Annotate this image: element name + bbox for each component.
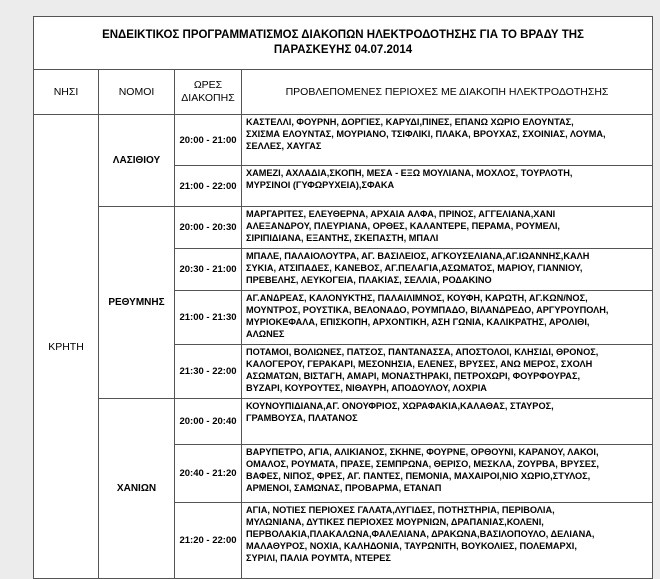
header-hours-line-1: ΩΡΕΣ [193,79,223,91]
header-island: ΝΗΣΙ [34,70,99,115]
areas-cell: ΠΟΤΑΜΟΙ, ΒΟΛΙΩΝΕΣ, ΠΑΤΣΟΣ, ΠΑΝΤΑΝΑΣΣΑ, ΑΠΟΣΤΟΛΟΙ, ΚΛΗΣΙΔΙ, ΘΡΟΝΟΣ, ΚΑΛΟΓΕΡΟΥ, ΓΕΡΑΚΑΡΙ, ΜΕΣΟΝΗΣΙΑ, ΕΛΕΝΕΣ, ΒΡΥΣΕΣ, ΑΝΩ ΜΕΡΟΣ, ΣΧΟΛΗ ΑΣΩΜΑΤΩΝ, ΒΙΣΤΑΓΗ, ΑΜΑΡΙ, ΜΟΝΑΣΤΗΡΑΚΙ, ΠΕΤΡΟΧΩΡΙ, ΦΟΥΡΦΟΥΡΑΣ, ΒΥΖΑΡΙ, ΚΟΥΡΟΥΤΕΣ, ΝΙΘΑΥΡΗ, ΑΠΟΔΟΥΛΟΥ, ΛΟΧΡΙΑ [242,345,653,399]
time-slot: 20:30 - 21:00 [175,249,242,291]
time-slot: 20:00 - 20:40 [175,399,242,445]
document-title [34,17,653,70]
time-slot: 20:00 - 21:00 [175,115,242,166]
time-slot: 21:30 - 22:00 [175,345,242,399]
time-slot: 20:40 - 21:20 [175,445,242,503]
time-slot: 20:00 - 20:30 [175,207,242,249]
outage-schedule-table [33,16,653,579]
areas-cell: ΚΑΣΤΕΛΛΙ, ΦΟΥΡΝΗ, ΔΟΡΓΙΕΣ, ΚΑΡΥΔΙ,ΠΙΝΕΣ, ΕΠΑΝΩ ΧΩΡΙΟ ΕΛΟΥΝΤΑΣ, ΣΧΙΣΜΑ ΕΛΟΥΝΤΑΣ, ΜΟΥΡΙΑΝΟ, ΤΣΙΦΛΙΚΙ, ΠΛΑΚΑ, ΒΡΟΥΧΑΣ, ΣΧΟΙΝΙΑΣ, ΛΟΥΜΑ, ΣΕΛΛΕΣ, ΧΑΥΓΑΣ [242,115,653,166]
header-hours [175,70,242,115]
header-row [34,70,653,115]
prefecture-lasithi: ΛΑΣΙΘΙΟΥ [99,115,175,207]
areas-cell: ΑΓΙΑ, ΝΟΤΙΕΣ ΠΕΡΙΟΧΕΣ ΓΑΛΑΤΑ,ΛΥΓΙΔΕΣ, ΠΟΤΗΣΤΗΡΙΑ, ΠΕΡΙΒΟΛΙΑ, ΜΥΛΩΝΙΑΝΑ, ΔΥΤΙΚΕΣ ΠΕΡΙΟΧΕΣ ΜΟΥΡΝΙΩΝ, ΔΡΑΠΑΝΙΑΣ,ΚΟΛΕΝΙ, ΠΕΡΒΟΛΑΚΙΑ,ΠΛΑΚΑΛΩΝΑ,ΦΑΛΕΛΙΑΝΑ, ΔΡΑΚΩΝΑ,ΒΑΣΙΛΟΠΟΥΛΟ, ΔΕΛΙΑΝΑ, ΜΑΛΑΘΥΡΟΣ, ΝΟΧΙΑ, ΚΑΛΗΔΟΝΙΑ, ΤΑΥΡΩΝΙΤΗ, ΒΟΥΚΟΛΙΕΣ, ΠΟΛΕΜΑΡΧΙ, ΣΥΡΙΛΙ, ΠΑΛΙΑ ΡΟΥΜΤΑ, ΝΤΕΡΕΣ [242,503,653,579]
header-hours-line-2: ΔΙΑΚΟΠΗΣ [181,92,235,104]
time-slot: 21:00 - 21:30 [175,291,242,345]
title-line-2: ΠΑΡΑΣΚΕΥΗΣ 04.07.2014 [273,44,413,56]
time-slot: 21:00 - 22:00 [175,166,242,207]
areas-cell: ΚΟΥΝΟΥΠΙΔΙΑΝΑ,ΑΓ. ΟΝΟΥΦΡΙΟΣ, ΧΩΡΑΦΑΚΙΑ,ΚΑΛΑΘΑΣ, ΣΤΑΥΡΟΣ, ΓΡΑΜΒΟΥΣΑ, ΠΛΑΤΑΝΟΣ [242,399,653,445]
header-areas: ΠΡΟΒΛΕΠΟΜΕΝΕΣ ΠΕΡΙΟΧΕΣ ΜΕ ΔΙΑΚΟΠΗ ΗΛΕΚΤΡΟΔΟΤΗΣΗΣ [242,70,653,115]
table-row [34,115,653,166]
header-prefecture: ΝΟΜΟΙ [99,70,175,115]
title-line-1: ΕΝΔΕΙΚΤΙΚΟΣ ΠΡΟΓΡΑΜΜΑΤΙΣΜΟΣ ΔΙΑΚΟΠΩΝ ΗΛΕΚΤΡΟΔΟΤΗΣΗΣ ΓΙΑ ΤΟ ΒΡΑΔΥ ΤΗΣ [102,29,584,41]
island-cell: ΚΡΗΤΗ [34,115,99,579]
title-row [34,17,653,70]
areas-cell: ΒΑΡΥΠΕΤΡΟ, ΑΓΙΑ, ΑΛΙΚΙΑΝΟΣ, ΣΚΗΝΕ, ΦΟΥΡΝΕ, ΟΡΘΟΥΝΙ, ΚΑΡΑΝΟΥ, ΛΑΚΟΙ, ΟΜΑΛΟΣ, ΡΟΥΜΑΤΑ, ΠΡΑΣΕ, ΣΕΜΠΡΩΝΑ, ΘΕΡΙΣΟ, ΜΕΣΚΛΑ, ΖΟΥΡΒΑ, ΒΡΥΣΕΣ, ΒΑΦΕΣ, ΝΙΠΟΣ, ΦΡΕΣ, ΑΓ. ΠΑΝΤΕΣ, ΠΕΜΟΝΙΑ, ΜΑΧΑΙΡΟΙ,ΝΙΟ ΧΩΡΙΟ,ΣΤΥΛΟΣ, ΑΡΜΕΝΟΙ, ΣΑΜΩΝΑΣ, ΠΡΟΒΑΡΜΑ, ΕΤΑΝΑΠ [242,445,653,503]
table-row [34,399,653,445]
areas-cell: ΜΑΡΓΑΡΙΤΕΣ, ΕΛΕΥΘΕΡΝΑ, ΑΡΧΑΙΑ ΑΛΦΑ, ΠΡΙΝΟΣ, ΑΓΓΕΛΙΑΝΑ,ΧΑΝΙ ΑΛΕΞΑΝΔΡΟΥ, ΠΛΕΥΡΙΑΝΑ, ΟΡΘΕΣ, ΚΑΛΑΝΤΕΡΕ, ΠΕΡΑΜΑ, ΡΟΥΜΕΛΙ, ΣΙΡΙΠΙΔΙΑΝΑ, ΕΞΑΝΤΗΣ, ΣΚΕΠΑΣΤΗ, ΜΠΑΛΙ [242,207,653,249]
prefecture-rethymno: ΡΕΘΥΜΝΗΣ [99,207,175,399]
areas-cell: ΧΑΜΕΖΙ, ΑΧΛΑΔΙΑ,ΣΚΟΠΗ, ΜΕΣΑ - ΕΞΩ ΜΟΥΛΙΑΝΑ, ΜΟΧΛΟΣ, ΤΟΥΡΛΟΤΗ, ΜΥΡΣΙΝΟΙ (ΓΥΦΩΡΥΧΕΙΑ),ΣΦΑΚΑ [242,166,653,207]
time-slot: 21:20 - 22:00 [175,503,242,579]
areas-cell: ΑΓ.ΑΝΔΡΕΑΣ, ΚΑΛΟΝΥΚΤΗΣ, ΠΑΛΑΙΛΙΜΝΟΣ, ΚΟΥΦΗ, ΚΑΡΩΤΗ, ΑΓ.ΚΩΝ/ΝΟΣ, ΜΟΥΝΤΡΟΣ, ΡΟΥΣΤΙΚΑ, ΒΕΛΟΝΑΔΟ, ΡΟΥΜΠΑΔΟ, ΒΙΛΑΝΔΡΕΔΟ, ΑΡΓΥΡΟΥΠΟΛΗ, ΜΥΡΙΟΚΕΦΑΛΑ, ΕΠΙΣΚΟΠΗ, ΑΡΧΟΝΤΙΚΗ, ΑΣΗ ΓΩΝΙΑ, ΚΑΛΙΚΡΑΤΗΣ, ΑΡΟΛΙΘΙ, ΑΛΩΝΕΣ [242,291,653,345]
table-row [34,207,653,249]
prefecture-chania: ΧΑΝΙΩΝ [99,399,175,579]
areas-cell: ΜΠΑΛΕ, ΠΑΛΑΙΟΛΟΥΤΡΑ, ΑΓ. ΒΑΣΙΛΕΙΟΣ, ΑΓΚΟΥΣΕΛΙΑΝΑ,ΑΓ.ΙΩΑΝΝΗΣ,ΚΑΛΗ ΣΥΚΙΑ, ΑΤΣΙΠΑΔΕΣ, ΚΑΝΕΒΟΣ, ΑΓ.ΠΕΛΑΓΙΑ,ΑΣΩΜΑΤΟΣ, ΜΑΡΙΟΥ, ΓΙΑΝΝΙΟΥ, ΠΡΕΒΕΛΗΣ, ΛΕΥΚΟΓΕΙΑ, ΠΛΑΚΙΑΣ, ΣΕΛΛΙΑ, ΡΟΔΑΚΙΝΟ [242,249,653,291]
